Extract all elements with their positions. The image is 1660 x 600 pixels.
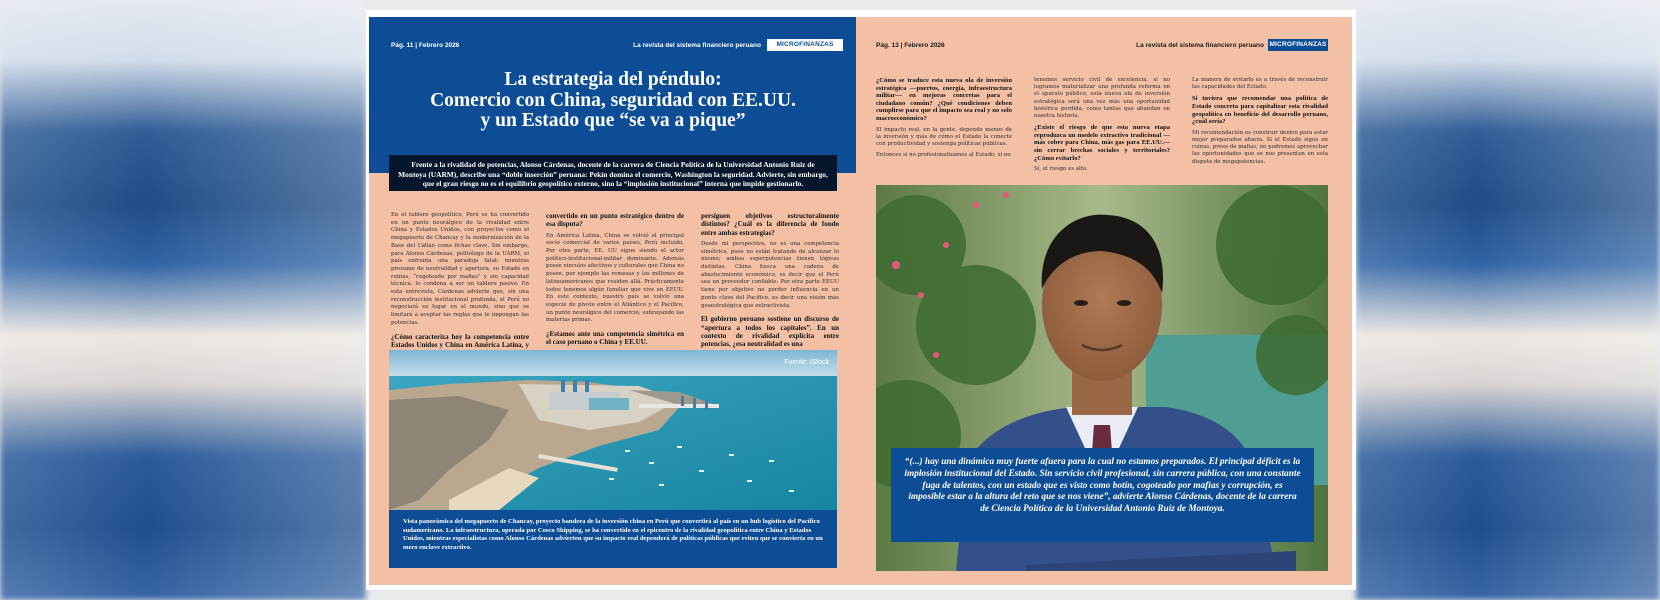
- body-paragraph: Entonces si no profesionalizamos al Estado, si no: [876, 152, 1011, 159]
- interview-question: ¿Estamos ante una competencia simétrica en el caso peruano o China y EE.UU.: [546, 330, 684, 347]
- blurred-backdrop-right: [1356, 0, 1660, 600]
- port-aerial-illustration: [389, 350, 837, 510]
- magazine-tagline: La revista del sistema financiero peruano: [633, 42, 761, 49]
- interview-question: El gobierno peruano sostiene un discurso de “apertura a todos los capitales”. En un contexto de rivalidad explícita entre potencias, ¿esa neutralidad es una: [701, 315, 839, 349]
- body-paragraph: Mi recomendación es construir dentro para estar mejor preparados afuera. Si el Estado sigue en ruinas, preso de mafias, no podremos aprovechar las oportunidades que se nos presentan en esta disputa de megapotencias.: [1192, 129, 1328, 165]
- interviewee-portrait: [876, 185, 1328, 571]
- headline-banner: [369, 17, 857, 173]
- body-paragraph: En el tablero geopolítico, Perú se ha convertido en un punto neurálgico de la rivalidad entre China y Estados Unidos, con proyectos como el megapuerto de Chancay y la modernización de la Base del Callao como fichas clave. Sin embargo, para Alonso Cárdenas, politólogo de la UARM, el país enfrenta una paradoja fatal: mientras presume de neutralidad y apertura, su Estado en ruinas, “cogoteado por mafias” y sin capacidad técnica, lo condena a ser un tablero pasivo. En esta entrevista, Cárdenas advierte que, sin una reconstrucción institucional profunda, el Perú no negociará su lugar en el mundo, sino que se limitará a aceptar las reglas que le impongan las potencias.: [391, 212, 529, 326]
- photo-caption: Vista panorámica del megapuerto de Chancay, proyecto bandera de la inversión china en Perú que convertirá al país en un hub logístico del Pacífico sudamericano. La infraestructura, operada por Cosco Shipping, se ha convertido en el epicentro de la rivalidad geopolítica entre China y Estados Unidos, mientras especialistas como Alonso Cárdenas advierten que su impacto real dependerá de políticas públicas que eviten que se convierta en un mero enclave extractivo.: [389, 510, 837, 568]
- interview-question: ¿Existe el riesgo de que esta nueva etapa reproduzca un modelo extractivo tradicional —más cobre para China, más gas para EE.UU.— sin cerrar brechas sociales y territoriales? ¿Cómo evitarlo?: [1034, 124, 1170, 162]
- article-headline: [389, 70, 837, 132]
- body-column-2: [546, 212, 684, 351]
- body-column-1: [876, 77, 1012, 163]
- body-paragraph: Sí, el riesgo es alto.: [1034, 166, 1088, 173]
- brand-badge: MICROFINANZAS: [767, 39, 843, 51]
- interview-question: convertido en un punto estratégico dentro de esa disputa?: [546, 212, 684, 229]
- chancay-port-photo: [389, 350, 837, 510]
- body-column-2: [1034, 77, 1170, 177]
- right-page: [856, 17, 1352, 585]
- body-paragraph: Desde mi perspectiva, no es una competencia simétrica, pues no están tratando de alcanzar lo mismo; ambas superpotencias tienen lógicas distintas. China busca una cadena de abastecimiento económico, es decir que el Perú sea un proveedor confiable. Por otra parte EEUU tiene por objetivo no perder influencia en un punto clave del Pacífico, es decir una visión más geoestratégica que extractivista.: [701, 240, 839, 309]
- running-head: [876, 39, 1328, 53]
- interview-question: ¿Cómo caracteriza hoy la competencia entre Estados Unidos y China en América Latina, y: [391, 332, 529, 349]
- interview-question: ¿Cómo se traduce esta nueva ola de inversión estratégica —puertos, energía, infraestructura militar— en mejoras concretas para el ciudadano común? ¿Qué condiciones deben cumplirse para que el impacto sea real y no solo macroeconómico?: [876, 77, 1012, 122]
- article-deck: Frente a la rivalidad de potencias, Alonso Cárdenas, docente de la carrera de Ciencia Política de la Universidad Antonio Ruiz de Montoya (UARM), describe una “doble inserción” peruana: Pekín domina el comercio, Washington la seguridad. Advierte, sin embargo, que el gran riesgo no es el equilibrio geopolítico externo, sino la “implosión institucional” interna que impide gestionarlo.: [389, 155, 837, 191]
- body-paragraph: tenemos servicio civil de excelencia, si no logramos materializar una profunda reforma en el aparato público, esta nueva ola de inversión estratégica será una vez más una oportunidad histórica perdida, como tantas que abundan en nuestra historia.: [1034, 77, 1170, 120]
- page-number: Pág. 13 | Febrero 2026: [876, 42, 945, 49]
- interview-question: Si tuviera que recomendar una política de Estado concreta para capitalizar esta rivalidad geopolítica en beneficio del desarrollo peruano, ¿cuál sería?: [1192, 95, 1328, 126]
- body-column-1: [391, 212, 529, 361]
- body-paragraph: El impacto real, en la gente, depende menos de la inversión y más de cómo el Estado la conecte con productividad y sostenga políticas públicas.: [876, 126, 1012, 147]
- running-head: [391, 39, 843, 53]
- article-body-continued: [876, 77, 1328, 177]
- magazine-tagline: La revista del sistema financiero peruano: [1136, 42, 1264, 49]
- photo-credit: Fuente: iStock: [784, 359, 829, 366]
- magazine-spread: [366, 10, 1356, 590]
- body-paragraph: La manera de evitarlo es a través de reconstruir las capacidades del Estado.: [1192, 77, 1328, 91]
- interview-question: persiguen objetivos estructuralmente distintos? ¿Cuál es la diferencia de fondo entre ambas estrategias?: [701, 212, 839, 237]
- headline-line-3: y un Estado que “se va a pique”: [480, 110, 746, 131]
- left-page: [369, 17, 857, 585]
- headline-line-2: Comercio con China, seguridad con EE.UU.: [430, 89, 796, 111]
- body-paragraph: En América Latina, China se volvió el principal socio comercial de varios países, Perú incluido. Por otra parte, EE. UU sigue siendo el actor político-institucional-militar dominante. Además posee vínculos afectivos y culturales que China no posee, por ejemplo las remesas y los millones de latinoamericanos que residen allá. Prácticamente todos tenemos algún familiar que vive en EEUU. En este contexto, nuestro país se volvió una especie de pivote entre el Atlántico y el Pacífico, un punto neurálgico del comercio, subrayando las materias primas.: [546, 232, 684, 324]
- headline-line-1: La estrategia del péndulo:: [504, 69, 722, 90]
- body-column-3: [701, 212, 839, 352]
- brand-badge: MICROFINANZAS: [1268, 39, 1328, 51]
- blurred-backdrop-left: [0, 0, 366, 600]
- pull-quote: “(...) hay una dinámica muy fuerte afuera para la cual no estamos preparados. El principal déficit es la implosión institucional del Estado. Sin servicio civil profesional, sin carrera pública, con una constante fuga de talentos, con un estado que es visto como botín, cogoteado por mafias y corrupción, es imposible estar a la altura del reto que se nos viene”, advierte Alonso Cárdenas, docente de la carrera de Ciencia Política de la Universidad Antonio Ruiz de Montoya.: [891, 448, 1314, 542]
- page-number: Pág. 11 | Febrero 2026: [391, 42, 460, 49]
- body-column-3: [1192, 77, 1328, 170]
